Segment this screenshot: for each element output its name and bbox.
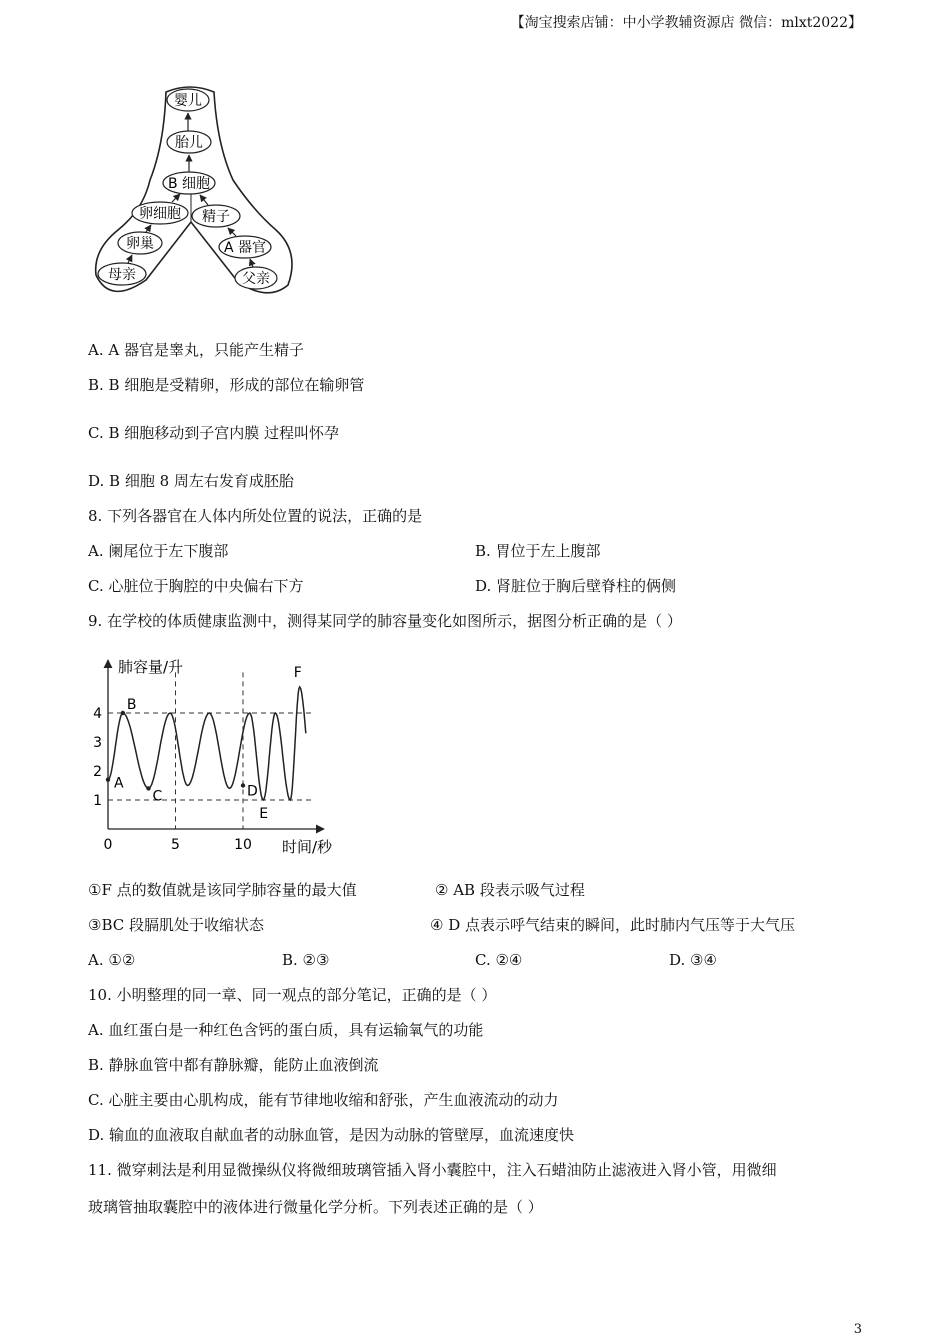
y-axis-label: 肺容量/升	[118, 658, 184, 676]
label-fetus: 胎儿	[175, 135, 203, 151]
label-father: 父亲	[242, 271, 270, 287]
x-tick-label: 10	[234, 837, 252, 853]
q9-statement-1: ①F 点的数值就是该同学肺容量的最大值	[88, 881, 357, 899]
point-label-f: F	[293, 664, 302, 681]
y-tick-label: 3	[93, 735, 102, 751]
y-tick-label: 1	[93, 793, 102, 809]
label-b-cell: B 细胞	[167, 176, 211, 192]
q8-option-d: D. 肾脏位于胸后壁脊柱的俩侧	[475, 577, 677, 595]
q10-option-c: C. 心脏主要由心肌构成，能有节律地收缩和舒张，产生血液流动的动力	[88, 1091, 559, 1109]
point-label-e: E	[259, 806, 269, 822]
q8-option-b: B. 胃位于左上腹部	[475, 542, 601, 560]
q7-option-d: D. B 细胞 8 周左右发育成胚胎	[88, 472, 294, 490]
point-a	[106, 778, 110, 782]
label-egg: 卵细胞	[139, 206, 181, 222]
page-header: 【淘宝搜索店铺：中小学教辅资源店 微信：mlxt2022】	[510, 15, 862, 31]
q9-option-c: C. ②④	[475, 951, 523, 969]
reproduction-diagram	[88, 80, 298, 305]
label-baby: 婴儿	[174, 93, 202, 109]
q9-statement-2: ② AB 段表示吸气过程	[435, 881, 585, 899]
label-a-organ: A 器官	[223, 240, 267, 256]
x-tick-label: 0	[103, 837, 113, 853]
q7-option-c: C. B 细胞移动到子宫内膜 过程叫怀孕	[88, 424, 340, 442]
q10-stem: 10. 小明整理的同一章、同一观点的部分笔记，正确的是（ ）	[88, 986, 497, 1004]
q9-option-d: D. ③④	[669, 951, 717, 969]
q9-option-b: B. ②③	[282, 951, 330, 969]
q7-option-b: B. B 细胞是受精卵，形成的部位在输卵管	[88, 376, 365, 394]
q8-option-a: A. 阑尾位于左下腹部	[88, 542, 229, 560]
q10-option-b: B. 静脉血管中都有静脉瓣，能防止血液倒流	[88, 1056, 379, 1074]
label-mother: 母亲	[108, 267, 136, 283]
point-label-c: C	[152, 788, 163, 805]
q9-stem: 9. 在学校的体质健康监测中，测得某同学的肺容量变化如图所示，据图分析正确的是（ ）	[88, 612, 682, 630]
point-label-a: A	[114, 775, 124, 792]
q11-stem-line-2: 玻璃管抽取囊腔中的液体进行微量化学分析。下列表述正确的是（ ）	[88, 1198, 543, 1216]
q11-stem-line-1: 11. 微穿刺法是利用显微操纵仪将微细玻璃管插入肾小囊腔中，注入石蜡油防止滤液进入肾小管，用微细	[88, 1161, 777, 1179]
label-sperm: 精子	[202, 209, 230, 225]
q9-statement-3: ③BC 段膈肌处于收缩状态	[88, 916, 264, 934]
point-d	[241, 783, 245, 787]
q10-option-a: A. 血红蛋白是一种红色含钙的蛋白质，具有运输氧气的功能	[88, 1021, 484, 1039]
lung-volume-chart	[88, 652, 358, 862]
q8-option-c: C. 心脏位于胸腔的中央偏右下方	[88, 577, 304, 595]
page-number: 3	[853, 1322, 862, 1337]
y-tick-label: 4	[93, 706, 102, 722]
label-ovary: 卵巢	[126, 236, 154, 252]
q9-statement-4: ④ D 点表示呼气结束的瞬间，此时肺内气压等于大气压	[430, 916, 796, 934]
q9-option-a: A. ①②	[88, 951, 136, 969]
x-axis-label: 时间/秒	[282, 838, 333, 856]
q8-stem: 8. 下列各器官在人体内所处位置的说法，正确的是	[88, 507, 423, 525]
point-b	[121, 711, 125, 715]
y-tick-label: 2	[93, 764, 102, 780]
point-c	[146, 786, 150, 790]
point-label-b: B	[126, 697, 137, 713]
point-label-d: D	[247, 783, 258, 800]
q10-option-d: D. 输血的血液取自献血者的动脉血管，是因为动脉的管壁厚，血流速度快	[88, 1126, 575, 1144]
series-line-lung-volume	[108, 687, 306, 800]
q7-option-a: A. A 器官是睾丸，只能产生精子	[88, 341, 304, 359]
x-tick-label: 5	[171, 837, 180, 853]
